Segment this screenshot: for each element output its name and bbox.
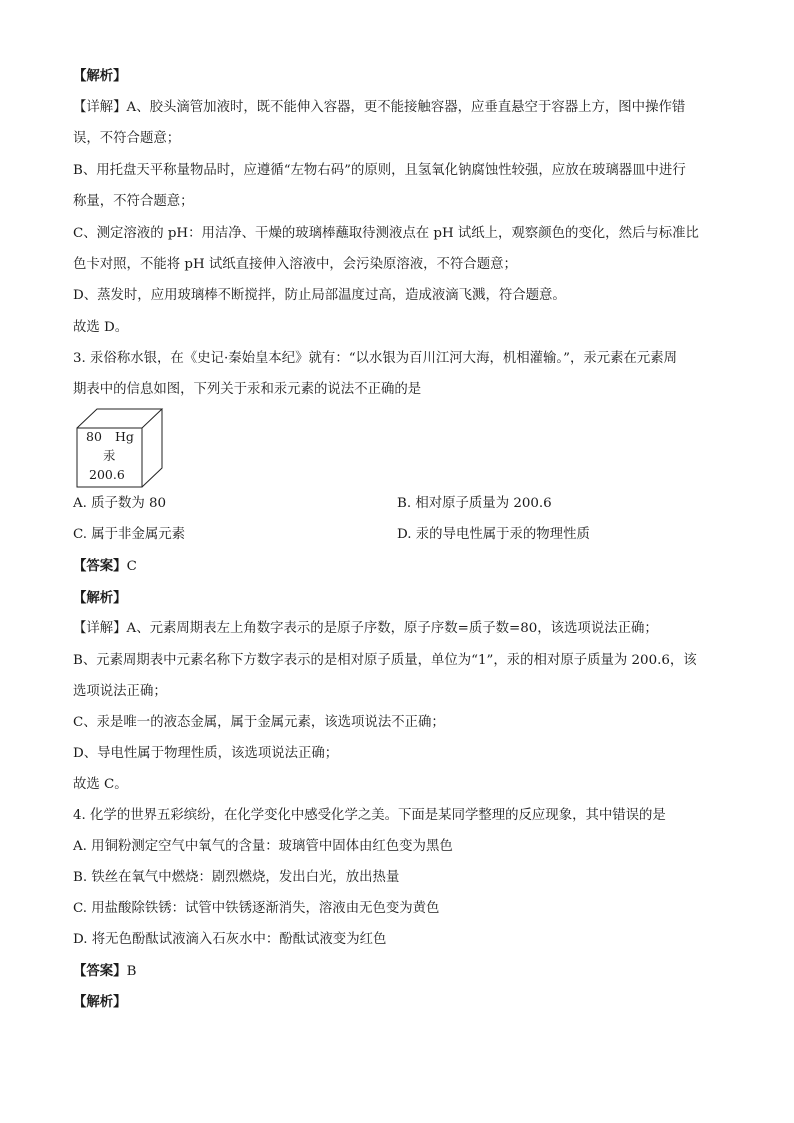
periodic-element-cell: [76, 408, 164, 488]
option-d-explanation: D、蒸发时，应用玻璃棒不断搅拌，防止局部温度过高，造成液滴飞溅，符合题意。: [73, 288, 566, 303]
option-b-explanation: B、用托盘天平称量物品时，应遵循“左物右码”的原则，且氢氧化钠腐蚀性较强，应放在玻璃器皿中进行: [73, 163, 686, 178]
atomic-mass: 200.6: [89, 467, 125, 482]
question-stem: 期表中的信息如图，下列关于汞和汞元素的说法不正确的是: [73, 382, 422, 397]
option-a: A. 质子数为 80: [73, 496, 167, 511]
answer-line: [73, 962, 136, 981]
analysis-heading: 【解析】: [73, 994, 127, 1010]
question-stem: 3. 汞俗称水银，在《史记·秦始皇本纪》就有：“以水银为百川江河大海，机相灌输。”，汞元素在元素周: [73, 351, 678, 366]
analysis-heading: 【解析】: [73, 590, 127, 606]
answer-value: B: [126, 964, 137, 979]
option-b-explanation: 选项说法正确；: [73, 684, 167, 699]
question-stem: 4. 化学的世界五彩缤纷，在化学变化中感受化学之美。下面是某同学整理的反应现象，其中错误的是: [73, 808, 666, 823]
conclusion-text: 故选 D。: [73, 320, 129, 335]
answer-value: C: [126, 559, 137, 574]
element-name: 汞: [103, 448, 116, 463]
option-b: B. 铁丝在氧气中燃烧：剧烈燃烧，发出白光，放出热量: [73, 870, 400, 885]
answer-label: 【答案】: [73, 558, 127, 574]
option-b: B. 相对原子质量为 200.6: [397, 496, 552, 511]
conclusion-text: 故选 C。: [73, 777, 128, 792]
option-d: D. 将无色酚酞试液滴入石灰水中：酚酞试液变为红色: [73, 932, 387, 947]
answer-label: 【答案】: [73, 963, 127, 979]
option-d: D. 汞的导电性属于汞的物理性质: [397, 527, 590, 542]
option-c-explanation: 色卡对照，不能将 pH 试纸直接伸入溶液中，会污染原溶液，不符合题意；: [73, 257, 517, 272]
option-a: A. 用铜粉测定空气中氧气的含量：玻璃管中固体由红色变为黑色: [73, 839, 453, 854]
option-c-explanation: C、测定溶液的 pH：用洁净、干燥的玻璃棒蘸取待测液点在 pH 试纸上，观察颜色的变化，然后与标准比: [73, 226, 699, 241]
option-c-explanation: C、汞是唯一的液态金属，属于金属元素，该选项说法不正确；: [73, 715, 445, 730]
analysis-heading: 【解析】: [73, 68, 127, 84]
detail-text: 【详解】A、胶头滴管加液时，既不能伸入容器，更不能接触容器，应垂直悬空于容器上方，图中操作错: [73, 100, 686, 115]
option-c: C. 用盐酸除铁锈：试管中铁锈逐渐消失，溶液由无色变为黄色: [73, 901, 440, 916]
atomic-number: 80: [86, 429, 102, 444]
element-symbol: Hg: [115, 429, 134, 444]
option-b-explanation: 称量，不符合题意；: [73, 194, 194, 209]
detail-text: 误，不符合题意；: [73, 131, 181, 146]
option-c: C. 属于非金属元素: [73, 527, 186, 542]
detail-text: 【详解】A、元素周期表左上角数字表示的是原子序数，原子序数=质子数=80，该选项说法正确；: [73, 621, 658, 636]
option-d-explanation: D、导电性属于物理性质，该选项说法正确；: [73, 746, 339, 761]
answer-line: [73, 557, 137, 576]
option-b-explanation: B、元素周期表中元素名称下方数字表示的是相对原子质量，单位为“1”，汞的相对原子质量为 200.6，该: [73, 653, 697, 668]
